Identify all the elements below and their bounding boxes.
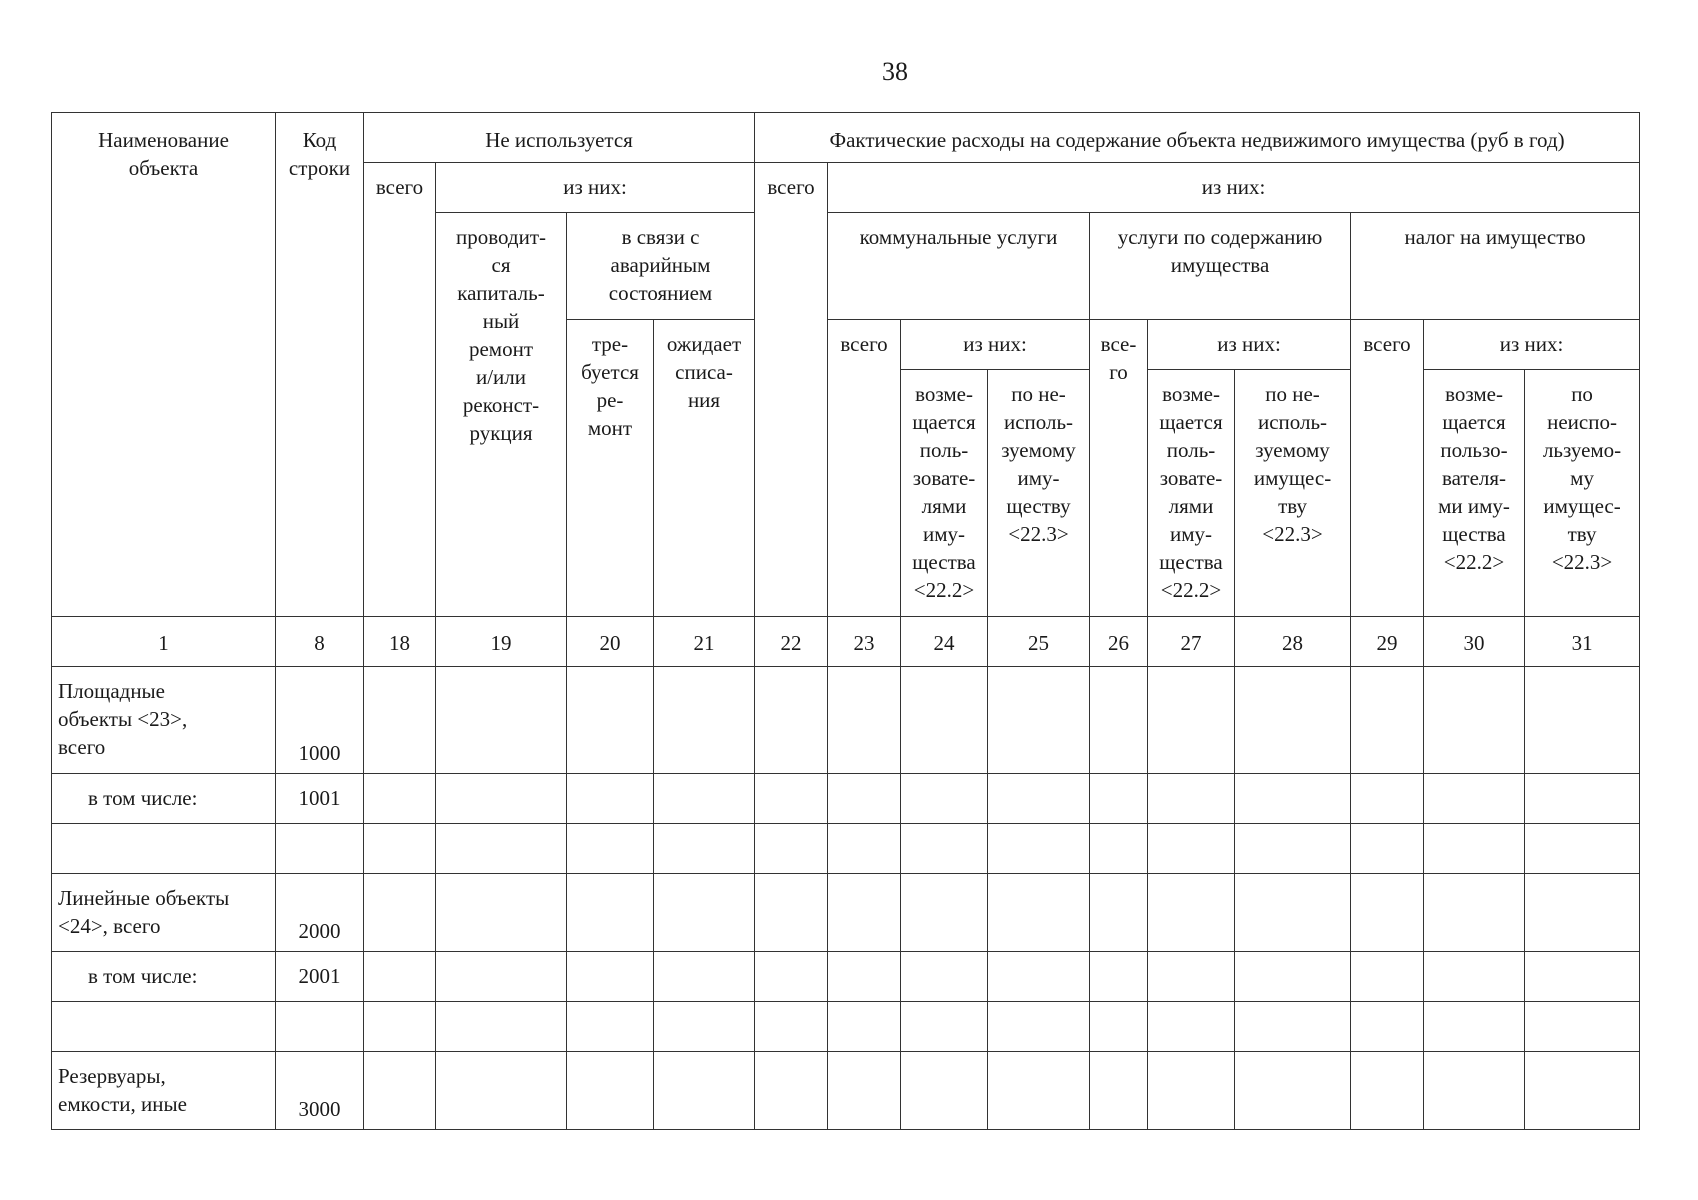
table-row (52, 1002, 1640, 1052)
data-cell (1424, 774, 1525, 824)
data-cell (1148, 874, 1235, 952)
data-cell (755, 667, 828, 774)
header-utilities: коммунальные услуги (828, 213, 1090, 320)
header-maintenance-services: услуги по содержанию имущества (1090, 213, 1351, 320)
data-cell (1424, 1002, 1525, 1052)
data-cell (436, 874, 567, 952)
data-cell (1090, 952, 1148, 1002)
column-number: 19 (436, 617, 567, 667)
column-number: 31 (1525, 617, 1640, 667)
data-cell (755, 1052, 828, 1130)
column-number: 20 (567, 617, 654, 667)
data-cell (1351, 824, 1424, 874)
row-name: Линейные объекты <24>, всего (52, 874, 276, 952)
data-cell (654, 667, 755, 774)
header-capital-repair: проводит- ся капиталь- ный ремонт и/или реконст- рукция (436, 213, 567, 617)
header-actual-costs: Фактические расходы на содержание объекта недвижимого имущества (руб в год) (755, 113, 1640, 163)
header-not-used: Не используется (364, 113, 755, 163)
data-cell (1235, 667, 1351, 774)
data-cell (1424, 667, 1525, 774)
header-row-1 (52, 113, 1640, 163)
data-cell (654, 824, 755, 874)
header-awaits-writeoff: ожидает списа- ния (654, 320, 755, 617)
row-code (276, 1002, 364, 1052)
data-cell (1090, 1002, 1148, 1052)
data-cell (755, 874, 828, 952)
data-cell (1351, 774, 1424, 824)
data-cell (1424, 824, 1525, 874)
row-code: 1001 (276, 774, 364, 824)
row-code: 1000 (276, 667, 364, 774)
data-cell (1148, 824, 1235, 874)
data-cell (654, 952, 755, 1002)
data-cell (1424, 874, 1525, 952)
data-cell (1351, 667, 1424, 774)
data-cell (1148, 952, 1235, 1002)
data-cell (567, 774, 654, 824)
data-cell (988, 774, 1090, 824)
table-row (52, 667, 1640, 774)
data-cell (901, 952, 988, 1002)
column-number-row (52, 617, 1640, 667)
table-row (52, 952, 1640, 1002)
data-cell (436, 824, 567, 874)
data-cell (755, 774, 828, 824)
data-cell (828, 824, 901, 874)
column-number: 28 (1235, 617, 1351, 667)
row-code: 2001 (276, 952, 364, 1002)
header-costs-of-them: из них: (828, 163, 1640, 213)
data-cell (436, 667, 567, 774)
row-name: в том числе: (52, 952, 276, 1002)
header-utilities-unused: по не- исполь- зуемому иму- ществу <22.3> (988, 370, 1090, 617)
row-code (276, 824, 364, 874)
row-code: 3000 (276, 1052, 364, 1130)
data-cell (567, 874, 654, 952)
data-cell (988, 667, 1090, 774)
data-cell (654, 874, 755, 952)
column-number: 8 (276, 617, 364, 667)
data-cell (436, 952, 567, 1002)
data-cell (567, 667, 654, 774)
column-number: 29 (1351, 617, 1424, 667)
data-cell (1235, 824, 1351, 874)
data-cell (901, 874, 988, 952)
data-cell (364, 1052, 436, 1130)
data-cell (1235, 774, 1351, 824)
data-cell (1090, 874, 1148, 952)
data-cell (654, 774, 755, 824)
data-cell (1525, 874, 1640, 952)
data-cell (1525, 824, 1640, 874)
column-number: 25 (988, 617, 1090, 667)
data-cell (1351, 952, 1424, 1002)
table-row (52, 824, 1640, 874)
data-cell (755, 824, 828, 874)
data-cell (828, 952, 901, 1002)
data-cell (654, 1052, 755, 1130)
data-cell (828, 1052, 901, 1130)
column-number: 1 (52, 617, 276, 667)
data-cell (1148, 1002, 1235, 1052)
data-cell (1148, 774, 1235, 824)
data-cell (828, 874, 901, 952)
header-utilities-total: всего (828, 320, 901, 617)
header-maintenance-unused: по не- исполь- зуемому имущес- тву <22.3> (1235, 370, 1351, 617)
header-not-used-of-them: из них: (436, 163, 755, 213)
data-cell (364, 952, 436, 1002)
data-cell (1351, 1052, 1424, 1130)
header-needs-repair: тре- буется ре- монт (567, 320, 654, 617)
header-maintenance-of-them: из них: (1148, 320, 1351, 370)
column-number: 22 (755, 617, 828, 667)
header-object-name: Наименование объекта (52, 113, 276, 617)
data-cell (1148, 667, 1235, 774)
table-row (52, 774, 1640, 824)
data-cell (1090, 667, 1148, 774)
column-number: 24 (901, 617, 988, 667)
data-cell (901, 824, 988, 874)
data-cell (828, 667, 901, 774)
data-cell (1235, 874, 1351, 952)
data-cell (1235, 1002, 1351, 1052)
data-cell (1525, 667, 1640, 774)
data-cell (988, 874, 1090, 952)
data-cell (364, 774, 436, 824)
data-cell (1090, 824, 1148, 874)
data-cell (901, 774, 988, 824)
data-cell (567, 1052, 654, 1130)
table-row (52, 874, 1640, 952)
header-property-tax: налог на имущество (1351, 213, 1640, 320)
table-row (52, 1052, 1640, 1130)
data-cell (654, 1002, 755, 1052)
data-cell (1351, 1002, 1424, 1052)
header-tax-unused: по неиспо- льзуемо- му имущес- тву <22.3> (1525, 370, 1640, 617)
data-cell (1235, 952, 1351, 1002)
header-maintenance-total: все- го (1090, 320, 1148, 617)
row-name: Площадные объекты <23>, всего (52, 667, 276, 774)
header-utilities-of-them: из них: (901, 320, 1090, 370)
data-cell (1424, 1052, 1525, 1130)
row-name: Резервуары, емкости, иные (52, 1052, 276, 1130)
data-cell (1525, 1052, 1640, 1130)
data-cell (567, 1002, 654, 1052)
data-cell (1525, 1002, 1640, 1052)
data-cell (901, 667, 988, 774)
column-number: 26 (1090, 617, 1148, 667)
data-cell (988, 824, 1090, 874)
column-number: 27 (1148, 617, 1235, 667)
data-cell (1351, 874, 1424, 952)
header-emergency-state: в связи с аварийным состоянием (567, 213, 755, 320)
data-cell (828, 774, 901, 824)
data-cell (567, 952, 654, 1002)
header-utilities-reimbursed: возме- щается поль- зовате- лями иму- щества <22.2> (901, 370, 988, 617)
header-not-used-total: всего (364, 163, 436, 617)
data-cell (901, 1052, 988, 1130)
data-cell (1235, 1052, 1351, 1130)
row-name (52, 1002, 276, 1052)
column-number: 23 (828, 617, 901, 667)
data-cell (364, 824, 436, 874)
report-table (51, 112, 1640, 1130)
data-cell (828, 1002, 901, 1052)
data-cell (567, 824, 654, 874)
header-tax-of-them: из них: (1424, 320, 1640, 370)
data-cell (436, 774, 567, 824)
data-cell (988, 1052, 1090, 1130)
data-cell (988, 952, 1090, 1002)
data-cell (1525, 952, 1640, 1002)
header-tax-total: всего (1351, 320, 1424, 617)
data-cell (901, 1002, 988, 1052)
data-cell (988, 1002, 1090, 1052)
column-number: 21 (654, 617, 755, 667)
data-cell (755, 1002, 828, 1052)
column-number: 30 (1424, 617, 1525, 667)
row-name (52, 824, 276, 874)
page-number: 38 (882, 57, 908, 86)
header-tax-reimbursed: возме- щается пользо- вателя- ми иму- щества <22.2> (1424, 370, 1525, 617)
data-cell (364, 874, 436, 952)
data-cell (1090, 774, 1148, 824)
data-cell (1525, 774, 1640, 824)
row-name: в том числе: (52, 774, 276, 824)
header-costs-total: всего (755, 163, 828, 617)
data-cell (364, 667, 436, 774)
data-cell (436, 1052, 567, 1130)
row-code: 2000 (276, 874, 364, 952)
data-cell (1424, 952, 1525, 1002)
data-cell (1090, 1052, 1148, 1130)
data-cell (755, 952, 828, 1002)
header-maintenance-reimbursed: возме- щается поль- зовате- лями иму- щества <22.2> (1148, 370, 1235, 617)
column-number: 18 (364, 617, 436, 667)
data-cell (364, 1002, 436, 1052)
data-cell (1148, 1052, 1235, 1130)
data-cell (436, 1002, 567, 1052)
header-row-code: Код строки (276, 113, 364, 617)
